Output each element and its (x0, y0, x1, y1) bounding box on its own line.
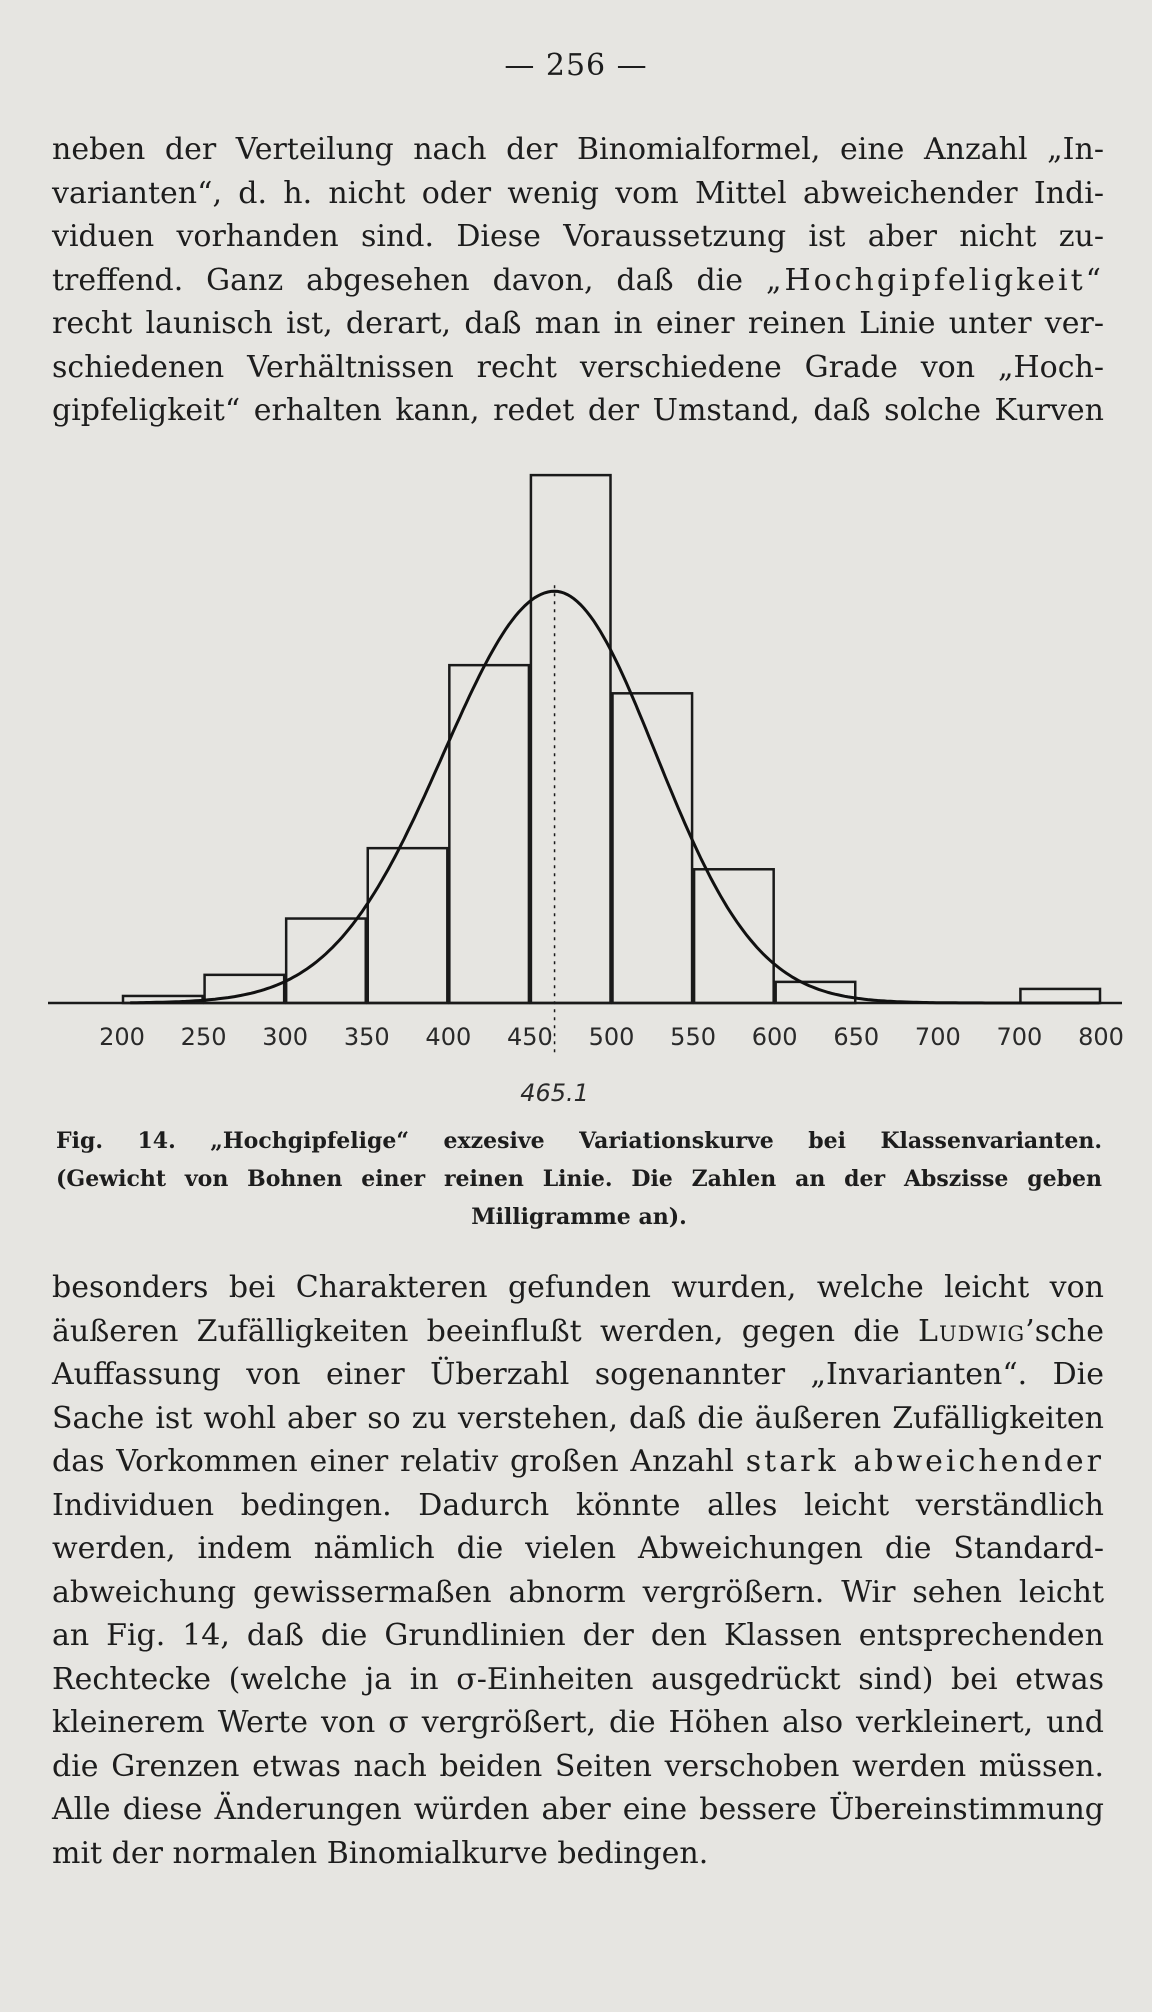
x-tick-label: 600 (751, 1023, 798, 1051)
text-line (52, 259, 1104, 303)
histogram-chart (0, 440, 1152, 1120)
x-tick-label: 250 (180, 1023, 227, 1051)
text-line: varianten“, d. h. nicht oder wenig vom Mittel abweichender Indi- (52, 175, 1104, 211)
text-line: besonders bei Charakteren gefunden wurden, welche leicht von (52, 1270, 1104, 1305)
text-line: gipfeligkeit“ erhalten kann, redet der Umstand, daß solche Kurven (52, 393, 1104, 428)
text-line: werden, indem nämlich die vielen Abweichungen die Standard- (52, 1531, 1104, 1566)
text-line: an Fig. 14, daß die Grundlinien der den Klassen entsprechenden (52, 1618, 1104, 1653)
histogram-bar (776, 982, 856, 1003)
normal-curve (130, 591, 1099, 1003)
x-tick-label: 200 (99, 1023, 145, 1051)
text-line (52, 1440, 1104, 1484)
text-segment: das Vorkommen einer relativ großen Anzahl (52, 1444, 735, 1479)
figure-caption (56, 1122, 1102, 1236)
text-line: schiedenen Verhältnissen recht verschiedene Grade von „Hoch- (52, 349, 1104, 385)
caption-line: (Gewicht von Bohnen einer reinen Linie. Die Zahlen an der Abszisse geben (56, 1166, 1102, 1192)
histogram-bar (368, 848, 448, 1003)
x-tick-label: 400 (425, 1023, 472, 1051)
text-line: Rechtecke (welche ja in σ-Einheiten ausgedrückt sind) bei etwas (52, 1661, 1104, 1697)
caption-line: Milligramme an). (471, 1204, 687, 1230)
text-line (52, 1310, 1104, 1354)
histogram-bar (286, 919, 366, 1003)
paragraph-top (52, 128, 1104, 433)
text-line: viduen vorhanden sind. Diese Voraussetzung ist aber nicht zu- (52, 219, 1104, 254)
text-segment: ’sche (1025, 1313, 1104, 1349)
x-tick-label: 350 (343, 1023, 390, 1051)
text-line: Individuen bedingen. Dadurch könnte alles leicht verständlich (52, 1487, 1104, 1523)
author-name: Ludwig (918, 1313, 1026, 1349)
x-tick-label: 700 (996, 1023, 1043, 1051)
page-number: — 256 — (504, 48, 648, 83)
histogram-bar (1020, 989, 1100, 1003)
x-tick-label: 800 (1078, 1023, 1124, 1051)
x-tick-label: 450 (507, 1023, 553, 1051)
emphasized-term: „Hochgipfeligkeit“ (765, 262, 1104, 298)
x-tick-label: 700 (914, 1023, 961, 1051)
text-segment: äußeren Zufälligkeiten beeinflußt werden, gegen die (52, 1313, 900, 1349)
x-tick-label: 650 (833, 1023, 880, 1051)
x-tick-label: 550 (670, 1023, 716, 1051)
text-line: die Grenzen etwas nach beiden Seiten verschoben werden müssen. (52, 1748, 1104, 1784)
histogram-bar (531, 475, 611, 1003)
paragraph-bottom (52, 1266, 1104, 1875)
mean-label: 465.1 (520, 1079, 589, 1107)
text-line: recht launisch ist, derart, daß man in einer reinen Linie unter ver- (52, 306, 1104, 341)
text-line: mit der normalen Binomialkurve bedingen. (52, 1835, 709, 1871)
text-segment: treffend. Ganz abgesehen davon, daß die (52, 262, 744, 298)
caption-line: Fig. 14. „Hochgipfelige“ exzesive Variationskurve bei Klassenvarianten. (56, 1128, 1102, 1154)
text-line: Sache ist wohl aber so zu verstehen, daß die äußeren Zufälligkeiten (52, 1400, 1104, 1436)
text-line: kleinerem Werte von σ vergrößert, die Höhen also verkleinert, und (52, 1705, 1104, 1740)
histogram-bar (613, 693, 693, 1003)
x-tick-label: 300 (262, 1023, 309, 1051)
text-line: abweichung gewissermaßen abnorm vergrößern. Wir sehen leicht (52, 1574, 1104, 1610)
text-line: Alle diese Änderungen würden aber eine bessere Übereinstimmung (52, 1792, 1104, 1827)
x-tick-label: 500 (588, 1023, 635, 1051)
text-line: neben der Verteilung nach der Binomialformel, eine Anzahl „In- (52, 132, 1104, 167)
figure-14 (0, 440, 1152, 1120)
text-line: Auffassung von einer Überzahl sogenannter „Invarianten“. Die (52, 1357, 1104, 1392)
emphasized-term: stark abweichender (745, 1444, 1104, 1479)
histogram-bar (694, 869, 774, 1003)
